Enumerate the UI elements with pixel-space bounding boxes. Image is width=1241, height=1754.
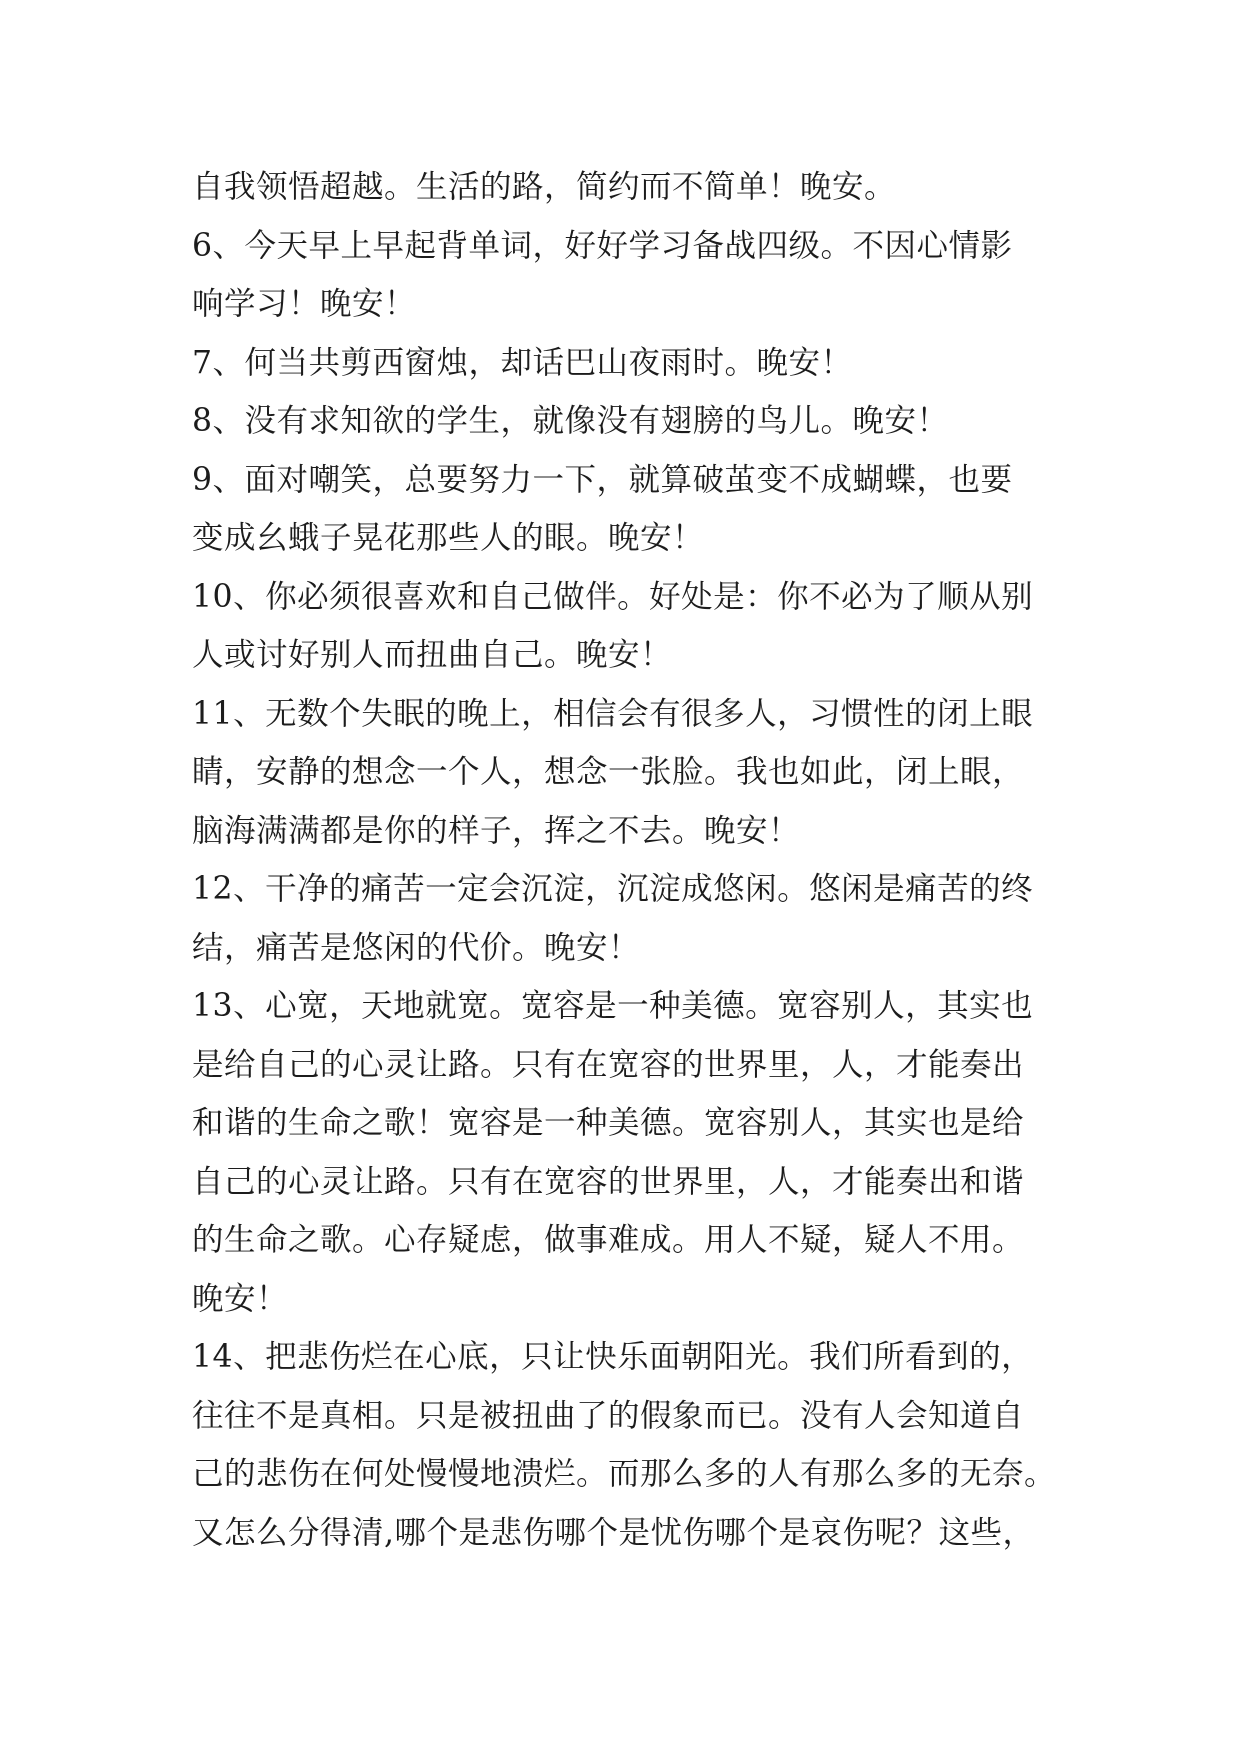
text-line-14: 结，痛苦是悠闲的代价。晚安！: [192, 929, 641, 966]
text-line-10: 11、无数个失眠的晚上，相信会有很多人，习惯性的闭上眼: [192, 695, 1034, 732]
document-body: [192, 158, 1057, 1562]
text-line-13: 12、干净的痛苦一定会沉淀，沉淀成悠闲。悠闲是痛苦的终: [192, 871, 1034, 907]
text-line-3: 响学习！晚安！: [192, 286, 417, 322]
text-line-22: 往往不是真相。只是被扭曲了的假象而已。没有人会知道自: [192, 1397, 1025, 1434]
text-line-6: 9、面对嘲笑，总要努力一下，就算破茧变不成蝴蝶，也要: [192, 461, 1013, 498]
text-line-5: 8、没有求知欲的学生，就像没有翅膀的鸟儿。晚安！: [192, 403, 949, 439]
text-line-9: 人或讨好别人而扭曲自己。晚安！: [192, 637, 673, 673]
text-line-12: 脑海满满都是你的样子，挥之不去。晚安！: [192, 812, 801, 849]
text-line-8: 10、你必须很喜欢和自己做伴。好处是：你不必为了顺从别: [192, 578, 1034, 615]
text-line-19: 的生命之歌。心存疑虑，做事难成。用人不疑，疑人不用。: [192, 1222, 1025, 1258]
text-line-1: 自我领悟超越。生活的路，简约而不简单！晚安。: [192, 169, 897, 205]
text-line-4: 7、何当共剪西窗烛，却话巴山夜雨时。晚安！: [192, 344, 853, 381]
text-line-24: 又怎么分得清,哪个是悲伤哪个是忧伤哪个是哀伤呢？这些，: [192, 1514, 1035, 1551]
text-line-17: 和谐的生命之歌！宽容是一种美德。宽容别人，其实也是给: [192, 1105, 1025, 1141]
text-line-11: 睛，安静的想念一个人，想念一张脸。我也如此，闭上眼，: [192, 754, 1025, 790]
text-line-23: 己的悲伤在何处慢慢地溃烂。而那么多的人有那么多的无奈。: [192, 1456, 1057, 1492]
text-line-2: 6、今天早上早起背单词，好好学习备战四级。不因心情影: [192, 227, 1013, 264]
text-line-21: 14、把悲伤烂在心底，只让快乐面朝阳光。我们所看到的，: [192, 1339, 1034, 1375]
text-line-18: 自己的心灵让路。只有在宽容的世界里，人，才能奏出和谐: [192, 1163, 1025, 1200]
text-line-15: 13、心宽，天地就宽。宽容是一种美德。宽容别人，其实也: [192, 988, 1034, 1024]
text-line-16: 是给自己的心灵让路。只有在宽容的世界里，人，才能奏出: [192, 1046, 1025, 1083]
text-line-20: 晚安！: [192, 1280, 289, 1317]
text-line-7: 变成幺蛾子晃花那些人的眼。晚安！: [192, 520, 705, 556]
